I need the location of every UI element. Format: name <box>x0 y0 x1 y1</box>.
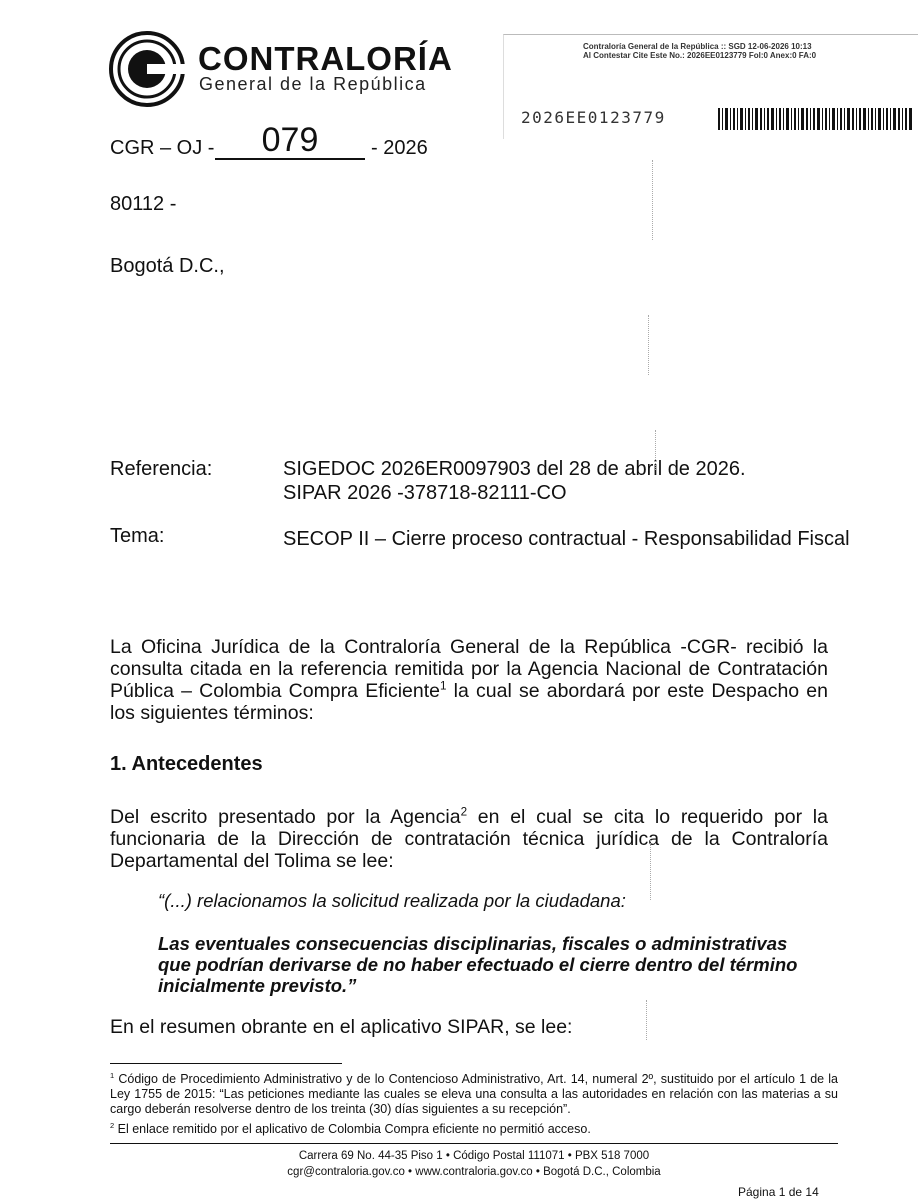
antecedentes-text-start: Del escrito presentado por la Agencia <box>110 806 461 828</box>
footnote-1 <box>110 1072 838 1117</box>
city-line: Bogotá D.C., <box>110 255 225 277</box>
scan-artifact <box>646 1000 647 1040</box>
intro-text-end: la cual se abordará por este Despacho en los siguientes términos: <box>110 680 828 724</box>
footnote-1-text: Código de Procedimiento Administrativo y de lo Contencioso Administrativo, Art. 14, numeral 2º, sustituido por el artículo 1 de la Ley 1755 de 2015: “Las peticiones mediante las cuales se eleva una consulta a las autoridades en relación con las materias a su cargo deberán resolverse dentro de los treinta (30) días siguientes a su recepción”. <box>110 1072 838 1116</box>
stamp-number: 2026EE0123779 <box>521 108 666 127</box>
logo-subtitle: General de la República <box>199 74 427 94</box>
footer-contact: cgr@contraloria.gov.co • www.contraloria.gov.co • Bogotá D.C., Colombia <box>287 1166 661 1178</box>
quote-bold: Las eventuales consecuencias disciplinarias, fiscales o administrativas que podrían derivarse de no haber efectuado el cierre dentro del término inicialmente previsto.” <box>158 933 798 996</box>
contraloria-logo-icon <box>108 30 186 108</box>
reference-line-1: SIGEDOC 2026ER0097903 del 28 de abril de 2026. <box>283 458 746 480</box>
topic-value: SECOP II – Cierre proceso contractual - Responsabilidad Fiscal <box>283 528 850 550</box>
barcode-icon <box>718 108 914 130</box>
antecedentes-paragraph <box>110 806 828 872</box>
scan-artifact <box>650 840 651 900</box>
footnote-2 <box>110 1122 838 1137</box>
scan-artifact <box>655 430 656 470</box>
footnote-2-text: El enlace remitido por el aplicativo de Colombia Compra eficiente no permitió acceso. <box>114 1122 591 1136</box>
reference-line-2: SIPAR 2026 -378718-82111-CO <box>283 482 567 504</box>
topic-label: Tema: <box>110 525 165 547</box>
footnote-ref-1: 1 <box>440 679 447 693</box>
intro-text-start: La Oficina Jurídica de la Contraloría General de la República -CGR- recibió la consulta citada en la referencia remitida por la Agencia Nacional de Contratación Pública – Colombia Compra Eficiente <box>110 636 828 702</box>
footnote-1-number: 1 <box>110 1070 115 1080</box>
scan-artifact <box>652 160 653 240</box>
radicado-year: - 2026 <box>371 137 428 159</box>
radicado-number: 079 <box>215 122 365 160</box>
scan-artifact <box>648 315 649 375</box>
stamp-line-2: Al Contestar Cite Este No.: 2026EE0123779 Fol:0 Anex:0 FA:0 <box>583 51 817 60</box>
stamp-line-1: Contraloría General de la República :: SGD 12-06-2026 10:13 <box>583 42 812 51</box>
quote-intro: “(...) relacionamos la solicitud realizada por la ciudadana: <box>158 890 626 911</box>
footnote-ref-2: 2 <box>460 805 468 819</box>
reference-label: Referencia: <box>110 458 213 480</box>
antecedentes-text-end: en el cual se cita lo requerido por la funcionaria de la Dirección de contratación técnica jurídica de la Contraloría Departamental del Tolima se lee: <box>110 806 828 872</box>
intro-paragraph <box>110 636 828 724</box>
footer-divider <box>110 1143 838 1144</box>
footnote-2-number: 2 <box>110 1120 115 1130</box>
logo-title: CONTRALORÍA <box>198 40 453 77</box>
radicado-prefix: CGR – OJ - <box>110 137 215 159</box>
dependency-code: 80112 - <box>110 193 177 215</box>
footnote-divider <box>110 1063 342 1064</box>
section-heading-antecedentes: 1. Antecedentes <box>110 753 263 775</box>
summary-line: En el resumen obrante en el aplicativo SIPAR, se lee: <box>110 1016 573 1038</box>
footer-address: Carrera 69 No. 44-35 Piso 1 • Código Postal 111071 • PBX 518 7000 <box>298 1150 650 1162</box>
page-number: Página 1 de 14 <box>738 1185 819 1199</box>
